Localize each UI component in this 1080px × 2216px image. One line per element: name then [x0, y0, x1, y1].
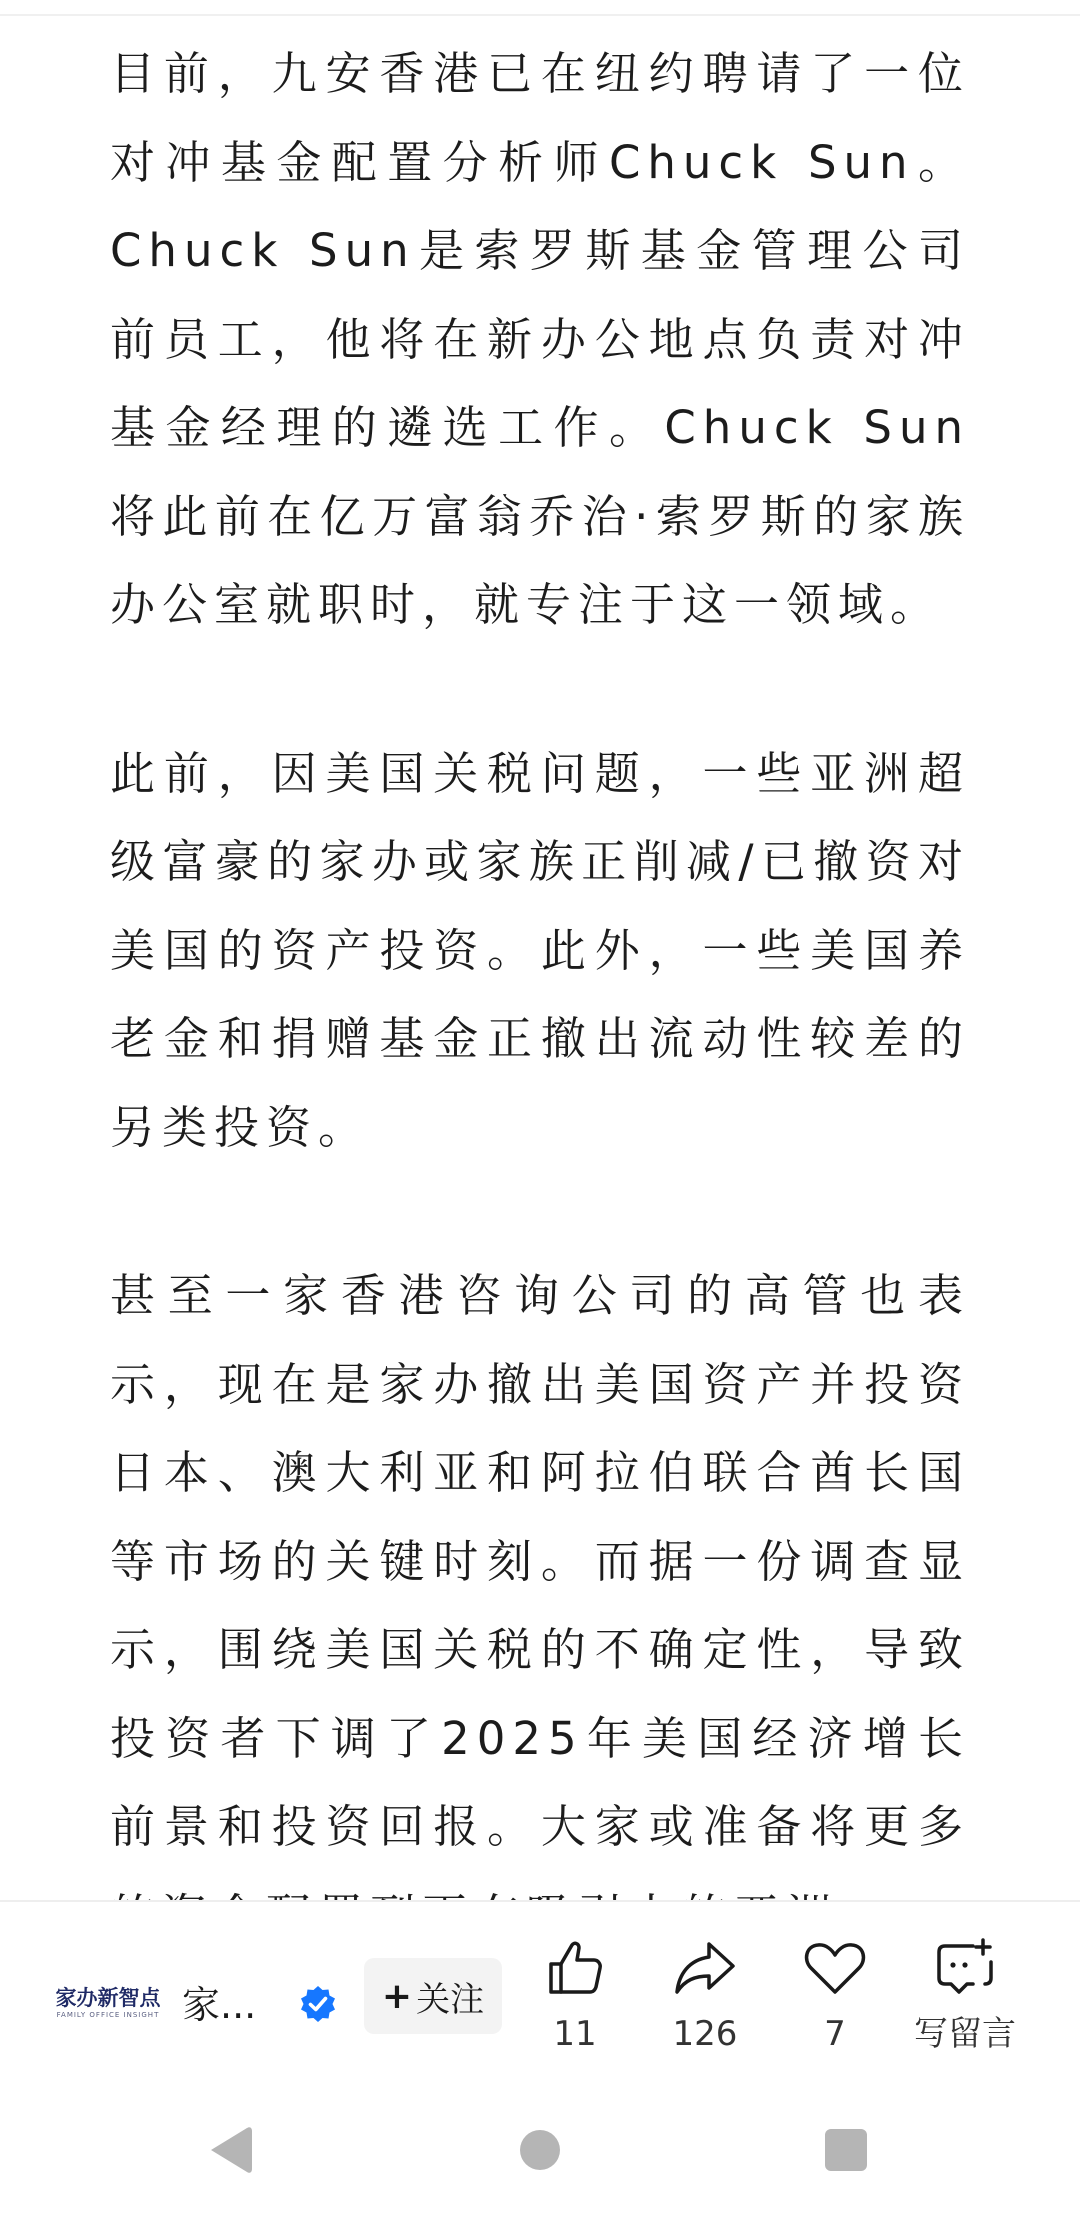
like-button[interactable] [535, 1936, 615, 2054]
article-body [110, 30, 970, 1900]
write-comment-button[interactable] [905, 1936, 1025, 2054]
follow-button[interactable] [364, 1958, 502, 2034]
article-paragraph-1: 目前，九安香港已在纽约聘请了一位对冲基金配置分析师Chuck Sun。Chuck Sun是索罗斯基金管理公司前员工，他将在新办公地点负责对冲基金经理的遴选工作。Chuck Sun将此前在亿万富翁乔治·索罗斯的家族办公室就职时，就专注于这一领域。 [110, 47, 970, 631]
article-paragraph-2: 此前，因美国关税问题，一些亚洲超级富豪的家办或家族正削减/已撤资对美国的资产投资。此外，一些美国养老金和捐赠基金正撤出流动性较差的另类投资。 [110, 746, 970, 1154]
favorite-button[interactable] [795, 1936, 875, 2054]
nav-back-button[interactable] [190, 2110, 270, 2190]
share-arrow-icon [673, 1936, 737, 2000]
account-logo-subtext: FAMILY OFFICE INSIGHT [56, 2011, 160, 2019]
top-divider [0, 14, 1080, 16]
thumbs-up-icon [543, 1936, 607, 2000]
share-button[interactable] [655, 1936, 755, 2054]
nav-home-button[interactable] [500, 2110, 580, 2190]
bottom-action-bar [0, 1900, 1080, 2082]
account-logo[interactable] [55, 1980, 161, 2026]
account-name[interactable]: 家... [182, 1983, 257, 2027]
write-comment-label: 写留言 [914, 2014, 1016, 2054]
recents-square-icon [823, 2127, 869, 2173]
like-count: 11 [553, 2014, 597, 2054]
article-paragraph-3: 甚至一家香港咨询公司的高管也表示，现在是家办撤出美国资产并投资日本、澳大利亚和阿拉伯联合酋长国等市场的关键时刻。而据一份调查显示，围绕美国关税的不确定性，导致投资者下调了2025年美国经济增长前景和投资回报。大家或准备将更多 [110, 1269, 970, 1853]
nav-recents-button[interactable] [806, 2110, 886, 2190]
share-count: 126 [672, 2014, 738, 2054]
comment-plus-icon [933, 1936, 997, 2000]
verified-badge-icon [298, 1984, 338, 2024]
follow-label: 关注 [416, 1979, 485, 2020]
account-logo-text: 家办新智点 [55, 1985, 161, 2010]
favorite-count: 7 [824, 2014, 846, 2054]
home-circle-icon [518, 2128, 562, 2172]
back-triangle-icon [205, 2123, 255, 2177]
system-navigation-bar [0, 2080, 1080, 2216]
heart-icon [803, 1936, 867, 2000]
plus-icon: + [381, 1975, 413, 2017]
